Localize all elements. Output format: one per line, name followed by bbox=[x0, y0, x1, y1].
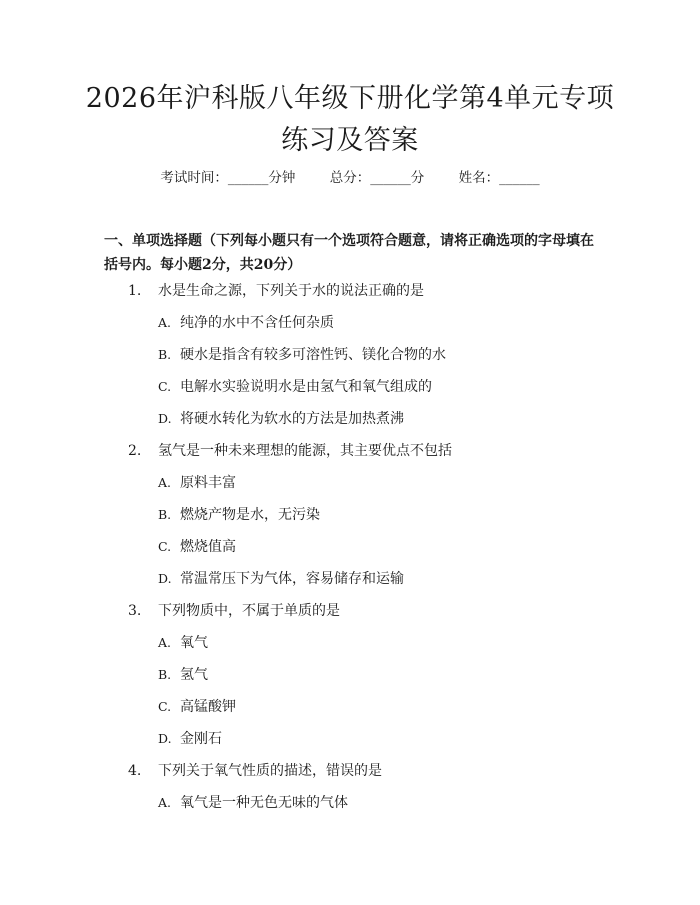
option-text: 高锰酸钾 bbox=[180, 699, 236, 715]
question-3-option-b bbox=[158, 665, 208, 685]
option-text: 燃烧产物是水，无污染 bbox=[180, 507, 320, 523]
question-2 bbox=[128, 441, 452, 461]
question-text: 下列物质中，不属于单质的是 bbox=[158, 603, 340, 619]
option-text: 常温常压下为气体，容易储存和运输 bbox=[180, 571, 404, 587]
question-4 bbox=[128, 761, 382, 781]
document-title bbox=[60, 78, 640, 162]
question-1-option-d bbox=[158, 409, 404, 429]
question-number: 3. bbox=[128, 603, 142, 619]
question-2-option-b bbox=[158, 505, 320, 525]
question-4-option-a bbox=[158, 793, 348, 813]
option-text: 氧气是一种无色无味的气体 bbox=[180, 795, 348, 811]
option-label: C. bbox=[158, 699, 172, 714]
question-text: 氢气是一种未来理想的能源，其主要优点不包括 bbox=[158, 443, 452, 459]
option-label: B. bbox=[158, 507, 172, 522]
question-2-option-d bbox=[158, 569, 404, 589]
question-3-option-a bbox=[158, 633, 208, 653]
option-text: 原料丰富 bbox=[180, 475, 236, 491]
option-text: 电解水实验说明水是由氢气和氧气组成的 bbox=[180, 379, 432, 395]
question-2-option-a bbox=[158, 473, 236, 493]
option-text: 燃烧值高 bbox=[180, 539, 236, 555]
option-label: C. bbox=[158, 539, 172, 554]
total-score-field: 总分：______分 bbox=[329, 170, 425, 186]
option-label: B. bbox=[158, 347, 172, 362]
title-line-1: 2026年沪科版八年级下册化学第4单元专项 bbox=[85, 83, 615, 114]
exam-time-field: 考试时间：______分钟 bbox=[160, 170, 296, 186]
option-text: 硬水是指含有较多可溶性钙、镁化合物的水 bbox=[180, 347, 446, 363]
option-text: 氢气 bbox=[180, 667, 208, 683]
option-text: 纯净的水中不含任何杂质 bbox=[180, 315, 334, 331]
option-text: 氧气 bbox=[180, 635, 208, 651]
question-2-option-c bbox=[158, 537, 236, 557]
question-1-option-b bbox=[158, 345, 446, 365]
question-3-option-d bbox=[158, 729, 222, 749]
option-label: A. bbox=[158, 475, 172, 490]
question-1-option-a bbox=[158, 313, 334, 333]
question-1 bbox=[128, 281, 424, 301]
option-text: 将硬水转化为软水的方法是加热煮沸 bbox=[180, 411, 404, 427]
question-text: 下列关于氧气性质的描述，错误的是 bbox=[158, 763, 382, 779]
question-3-option-c bbox=[158, 697, 236, 717]
option-label: D. bbox=[158, 411, 172, 426]
question-1-option-c bbox=[158, 377, 432, 397]
question-text: 水是生命之源，下列关于水的说法正确的是 bbox=[158, 283, 424, 299]
option-label: A. bbox=[158, 315, 172, 330]
title-line-2: 练习及答案 bbox=[281, 125, 419, 156]
exam-meta bbox=[0, 168, 700, 188]
option-text: 金刚石 bbox=[180, 731, 222, 747]
question-number: 1. bbox=[128, 283, 142, 299]
option-label: B. bbox=[158, 667, 172, 682]
option-label: A. bbox=[158, 795, 172, 810]
student-name-field: 姓名：______ bbox=[458, 170, 540, 186]
option-label: A. bbox=[158, 635, 172, 650]
section-heading: 一、单项选择题（下列每小题只有一个选项符合题意，请将正确选项的字母填在括号内。每小题2分，共20分） bbox=[104, 233, 594, 273]
option-label: C. bbox=[158, 379, 172, 394]
question-3 bbox=[128, 601, 340, 621]
question-number: 4. bbox=[128, 763, 142, 779]
question-number: 2. bbox=[128, 443, 142, 459]
option-label: D. bbox=[158, 571, 172, 586]
option-label: D. bbox=[158, 731, 172, 746]
